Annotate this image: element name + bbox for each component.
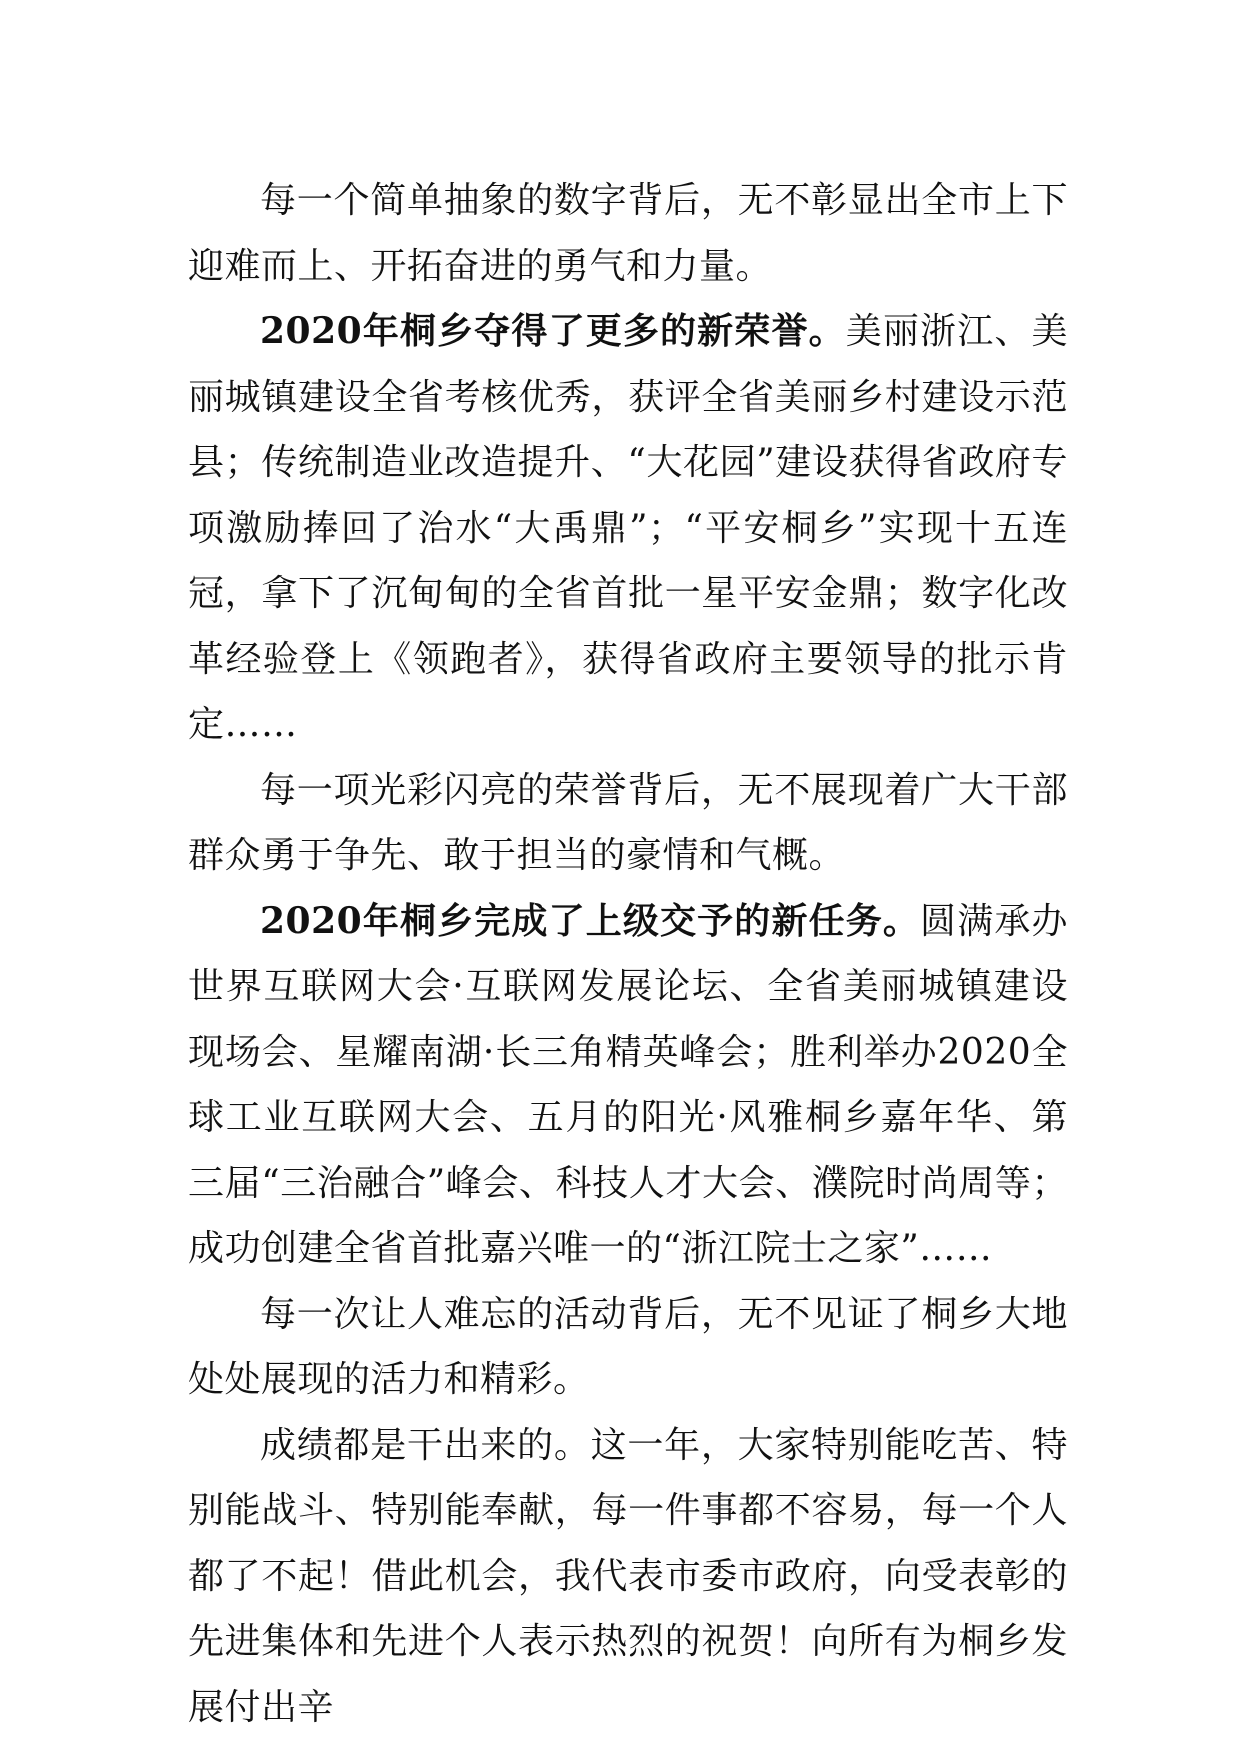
paragraph-text: 每一项光彩闪亮的荣誉背后，无不展现着广大干部群众勇于争先、敢于担当的豪情和气概。 [188,769,1068,876]
paragraph-3 [188,758,1068,889]
paragraph-text: 每一次让人难忘的活动背后，无不见证了桐乡大地处处展现的活力和精彩。 [188,1293,1068,1400]
paragraph-text: 美丽浙江、美丽城镇建设全省考核优秀，获评全省美丽乡村建设示范县；传统制造业改造提升、“大花园”建设获得省政府专项激励捧回了治水“大禹鼎”；“平安桐乡”实现十五连冠，拿下了沉甸甸的全省首批一星平安金鼎；数字化改革经验登上《领跑者》，获得省政府主要领导的批示肯定…… [188,311,1068,745]
paragraph-4 [188,889,1068,1282]
paragraph-5 [188,1282,1068,1413]
paragraph-6 [188,1413,1068,1741]
paragraph-text: 圆满承办世界互联网大会·互联网发展论坛、全省美丽城镇建设现场会、星耀南湖·长三角精英峰会；胜利举办2020全球工业互联网大会、五月的阳光·风雅桐乡嘉年华、第三届“三治融合”峰会、科技人才大会、濮院时尚周等；成功创建全省首批嘉兴唯一的“浙江院士之家”…… [188,900,1068,1269]
paragraph-lead: 2020年桐乡完成了上级交予的新任务。 [260,899,921,942]
paragraph-text: 成绩都是干出来的。这一年，大家特别能吃苦、特别能战斗、特别能奉献，每一件事都不容易，每一个人都了不起！借此机会，我代表市委市政府，向受表彰的先进集体和先进个人表示热烈的祝贺！向所有为桐乡发展付出辛 [188,1424,1068,1728]
paragraph-lead: 2020年桐乡夺得了更多的新荣誉。 [260,310,846,352]
paragraph-2 [188,299,1068,758]
document-page [188,168,1068,1740]
paragraph-text: 每一个简单抽象的数字背后，无不彰显出全市上下迎难而上、开拓奋进的勇气和力量。 [188,180,1068,287]
paragraph-1 [188,168,1068,299]
